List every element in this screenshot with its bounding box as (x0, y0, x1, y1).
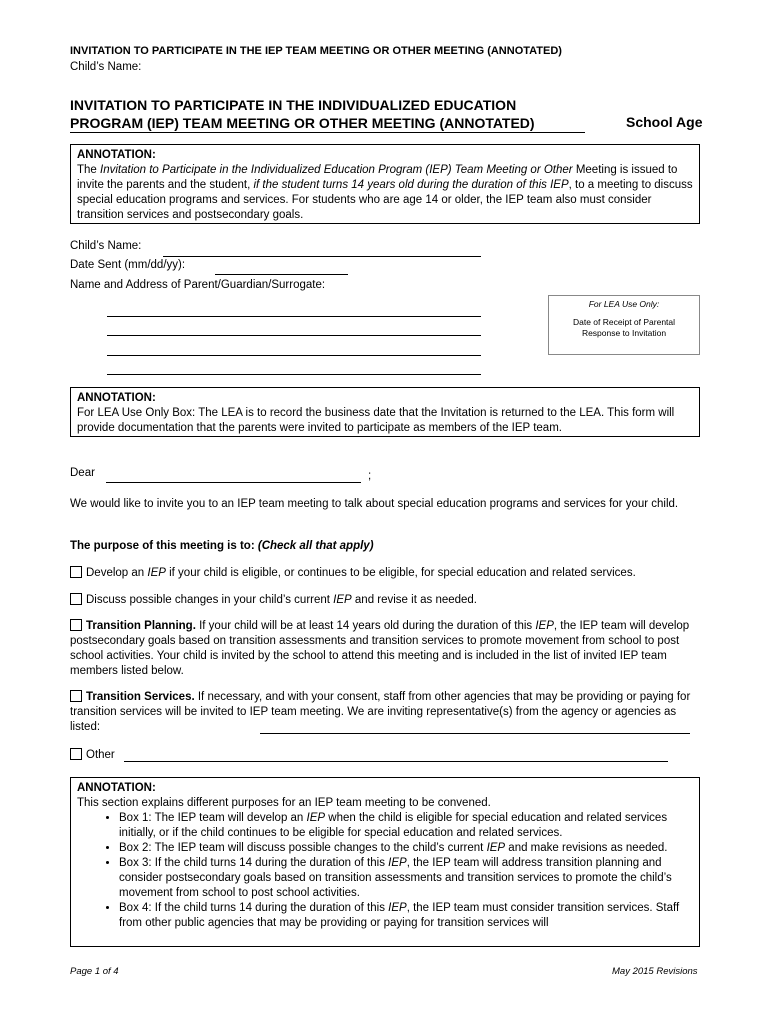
parent-address-line-4[interactable] (107, 374, 481, 375)
parent-address-line-3[interactable] (107, 355, 481, 356)
bullet-text: , the IEP team must consider transition services. Staff from other public agencies that may be providing or paying for transition services will (119, 902, 680, 929)
annotation-bullet-1 (119, 811, 693, 841)
option-text: Discuss possible changes in your child’s current (86, 594, 334, 606)
annotation-text (77, 163, 693, 223)
option-text: , the IEP team will develop postsecondary goals based on transition assessments and transition services to promote movement from school to post school activities. Your child is invited by the school to attend this meeting and is included in the list of invited IEP team members listed below. (70, 620, 690, 677)
ann-text-part: Meeting is issued to invite the parents and the student, (77, 164, 678, 191)
date-sent-label: Date Sent (mm/dd/yy): (70, 259, 186, 271)
checkbox-transition-planning[interactable] (70, 619, 82, 631)
option-text-bold: Transition Services. (86, 691, 195, 703)
bullet-text: Box 2: The IEP team will discuss possible changes to the child’s current (119, 842, 487, 854)
other-field[interactable] (124, 761, 668, 762)
option-text: Other (86, 749, 115, 761)
dear-semicolon: ; (368, 470, 372, 482)
checkbox-transition-services[interactable] (70, 690, 82, 702)
lea-box-line: Response to Invitation (581, 328, 667, 338)
bullet-text: , the IEP team will address transition planning and consider postsecondary goals based on transition assessments and transition services to promote the child’s movement from school to post school activities. (119, 857, 672, 899)
dear-label: Dear (70, 467, 95, 479)
childs-name-label: Child’s Name: (70, 240, 142, 252)
annotation-bullet-3 (119, 856, 693, 901)
header-form-title: INVITATION TO PARTICIPATE IN THE IEP TEAM MEETING OR OTHER MEETING (ANNOTATED) (70, 45, 562, 57)
ann-text-part: , to a meeting to discuss special education programs and services. For students who are age 14 or older, the IEP team also must consider transition services and postsecondary goals. (77, 179, 693, 221)
bullet-text: Box 3: If the child turns 14 during the duration of this (119, 857, 389, 869)
page-title (70, 96, 585, 133)
option-discuss-changes (70, 593, 700, 608)
option-transition-planning (70, 619, 700, 679)
footer-page-number: Page 1 of 4 (70, 966, 119, 977)
bullet-text-italic: IEP (388, 902, 407, 914)
title-line-2: PROGRAM (IEP) TEAM MEETING OR OTHER MEETING (ANNOTATED) (70, 114, 585, 133)
annotation-heading: ANNOTATION: (77, 149, 156, 161)
option-text: if your child is eligible, or continues to be eligible, for special education and related services. (165, 567, 636, 579)
annotation-bullet-4 (119, 901, 693, 931)
option-develop-iep (70, 566, 700, 581)
option-text: and revise it as needed. (351, 594, 478, 606)
lea-box-description (549, 317, 699, 339)
annotation-box-2 (70, 387, 700, 437)
purpose-heading (70, 539, 700, 554)
option-text-italic: IEP (535, 620, 554, 632)
ann-text-italic: if the student turns 14 years old during the duration of this IEP (253, 179, 569, 191)
option-text-italic: IEP (147, 567, 166, 579)
annotation-box-1 (70, 144, 700, 224)
bullet-text-italic: IEP (306, 812, 326, 824)
annotation-heading: ANNOTATION: (77, 392, 156, 404)
lea-box-title: For LEA Use Only: (588, 299, 660, 309)
option-text: Develop an (86, 567, 148, 579)
annotation-bullet-2 (119, 841, 693, 856)
bullet-text-italic: IEP (486, 842, 506, 854)
bullet-text-italic: IEP (388, 857, 407, 869)
childs-name-field[interactable] (163, 256, 481, 257)
bullet-text: and make revisions as needed. (505, 842, 668, 854)
bullet-text: when the child is eligible for special education and related services initially, or if the child continues to be eligible for special education and related services. (119, 812, 668, 839)
option-text: If necessary, and with your consent, staff from other agencies that may be providing or paying for transition services will be invited to IEP team meeting. We are inviting representative(s) from the agency or agencies as listed: (70, 691, 691, 733)
annotation-box-3 (70, 777, 700, 947)
checkbox-develop-iep[interactable] (70, 566, 82, 578)
parent-address-line-1[interactable] (107, 316, 481, 317)
ann-text-part: The (77, 164, 101, 176)
annotation-text: For LEA Use Only Box: The LEA is to record the business date that the Invitation is returned to the LEA. This form will provide documentation that the parents were invited to participate as members of the IEP team. (77, 407, 675, 434)
parent-address-line-2[interactable] (107, 335, 481, 336)
annotation-heading: ANNOTATION: (77, 782, 156, 794)
date-sent-field[interactable] (215, 274, 348, 275)
bullet-text: Box 4: If the child turns 14 during the duration of this (119, 902, 389, 914)
checkbox-discuss-changes[interactable] (70, 593, 82, 605)
option-text-italic: IEP (333, 594, 352, 606)
lea-box-line: Date of Receipt of Parental (572, 317, 676, 327)
annotation-bullet-list (77, 811, 693, 931)
title-line-1: INVITATION TO PARTICIPATE IN THE INDIVIDUALIZED EDUCATION (70, 97, 517, 113)
letter-intro: We would like to invite you to an IEP team meeting to talk about special education programs and services for your child. (70, 498, 679, 510)
purpose-check-hint: (Check all that apply) (257, 540, 374, 552)
school-age-label: School Age (626, 114, 703, 130)
option-transition-services (70, 690, 700, 735)
footer-revision: May 2015 Revisions (612, 966, 698, 977)
purpose-label: The purpose of this meeting is to: (70, 540, 255, 552)
checkbox-other[interactable] (70, 748, 82, 760)
header-childs-name-label: Child’s Name: (70, 61, 142, 73)
option-text-bold: Transition Planning. (86, 620, 196, 632)
bullet-text: Box 1: The IEP team will develop an (119, 812, 307, 824)
lea-use-only-box[interactable] (548, 295, 700, 355)
ann-text-italic: Invitation to Participate in the Individualized Education Program (IEP) Team Meeting or Other (100, 164, 573, 176)
option-text: If your child will be at least 14 years old during the duration of this (195, 620, 536, 632)
dear-recipient-field[interactable] (106, 482, 361, 483)
agency-list-field[interactable] (260, 733, 690, 734)
annotation-intro: This section explains different purposes for an IEP team meeting to be convened. (77, 797, 491, 809)
parent-name-address-label: Name and Address of Parent/Guardian/Surrogate: (70, 279, 326, 291)
